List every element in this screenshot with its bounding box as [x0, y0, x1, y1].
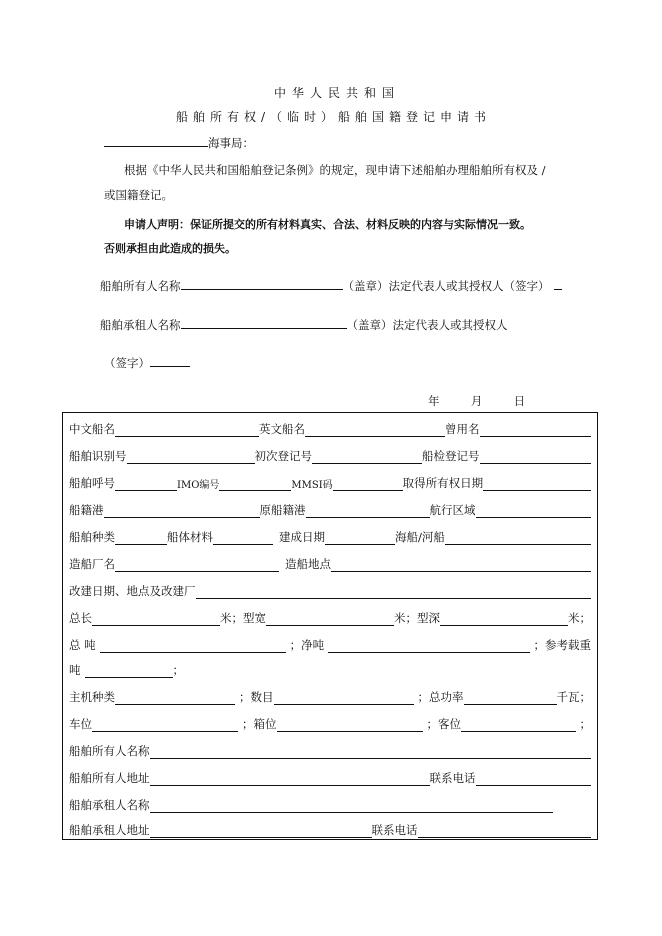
lessee-name-field[interactable] — [150, 800, 554, 813]
depth-label: 米；型深 — [394, 611, 440, 625]
en-name-field[interactable] — [305, 424, 445, 437]
intro-line1: 根据《中华人民共和国船舶登记条例》的规定，现申请下述船舶办理船舶所有权及 / — [124, 163, 546, 177]
berth-field[interactable] — [92, 719, 238, 732]
box-label: ；箱位 — [242, 717, 277, 731]
imo-label: IMO编号 — [177, 480, 220, 491]
form-row-shipyard — [69, 556, 591, 572]
owner-signature-line — [100, 277, 562, 294]
owner-name-field[interactable] — [150, 746, 592, 759]
form-row-engine — [69, 689, 591, 705]
gross-ton-field[interactable] — [100, 640, 286, 653]
port-label: 船籍港 — [69, 503, 104, 517]
form-row-ports — [69, 502, 591, 518]
box-field[interactable] — [277, 719, 423, 732]
total-power-field[interactable] — [464, 692, 557, 705]
intro-line2: 或国籍登记。 — [104, 188, 173, 202]
lessee-name-label: 船舶承租人名称 — [100, 318, 181, 332]
lessee-phone-label: 联系电话 — [371, 823, 418, 837]
lessee-addr-label: 船舶承租人地址 — [69, 823, 150, 837]
depth-unit: 米； — [568, 611, 591, 625]
bureau-name-blank[interactable] — [104, 134, 208, 147]
title-line1: 中华人民共和国 — [274, 86, 401, 100]
form-row-codes — [69, 475, 591, 491]
length-field[interactable] — [92, 613, 220, 626]
ownership-date-label: 取得所有权日期 — [402, 476, 484, 490]
orig-port-label: 原船籍港 — [259, 503, 306, 517]
form-row-owner-name — [69, 743, 591, 759]
inspection-reg-label: 船检登记号 — [422, 449, 480, 463]
width-field[interactable] — [266, 613, 394, 626]
sign-label: （签字） — [104, 356, 150, 370]
shipyard-field[interactable] — [115, 559, 279, 572]
hull-material-field[interactable] — [213, 532, 273, 545]
first-reg-field[interactable] — [312, 451, 422, 464]
length-label: 总长 — [69, 611, 92, 625]
sign-line — [104, 354, 190, 371]
mmsi-label: MMSI码 — [291, 480, 333, 491]
total-power-label: ；总功率 — [417, 690, 464, 704]
former-name-field[interactable] — [480, 424, 592, 437]
build-date-label: 建成日期 — [279, 530, 325, 544]
form-row-lessee-addr — [69, 822, 591, 838]
orig-port-field[interactable] — [306, 505, 430, 518]
ownership-date-field[interactable] — [483, 478, 591, 491]
rebuild-label: 改建日期、地点及改建厂 — [69, 584, 196, 598]
lessee-addr-field[interactable] — [150, 825, 372, 838]
declaration-line1: 申请人声明：保证所提交的所有材料真实、合法、材料反映的内容与实际情况一致。 — [124, 218, 531, 231]
title-line2: 船舶所有权/（临时）船舶国籍登记申请书 — [176, 110, 492, 124]
shipyard-label: 造船厂名 — [69, 557, 115, 571]
owner-name-label-form: 船舶所有人名称 — [69, 744, 150, 758]
gross-ton-label: 总 吨 — [69, 638, 96, 652]
declaration-line2: 否则承担由此造成的损失。 — [104, 242, 236, 255]
month-label: 月 — [470, 394, 483, 408]
first-reg-label: 初次登记号 — [254, 449, 312, 463]
kw-unit: 千瓦； — [556, 690, 591, 704]
net-ton-label: ；净吨 — [289, 638, 325, 652]
build-place-label: 造船地点 — [285, 557, 331, 571]
ship-type-label: 船舶种类 — [69, 530, 115, 544]
rebuild-field[interactable] — [196, 586, 592, 599]
cn-name-field[interactable] — [115, 424, 259, 437]
nav-area-label: 航行区域 — [429, 503, 476, 517]
owner-name-label: 船舶所有人名称 — [100, 279, 181, 293]
build-place-field[interactable] — [331, 559, 591, 572]
ship-type-field[interactable] — [115, 532, 167, 545]
port-field[interactable] — [104, 505, 260, 518]
sea-river-field[interactable] — [445, 532, 591, 545]
hull-material-label: 船体材料 — [167, 530, 213, 544]
form-row-tonnage — [69, 637, 591, 653]
form-row-rebuild — [69, 583, 591, 599]
build-date-field[interactable] — [325, 532, 395, 545]
ship-info-form — [62, 412, 598, 840]
count-label: ；数目 — [239, 690, 274, 704]
depth-field[interactable] — [440, 613, 568, 626]
ship-id-field[interactable] — [127, 451, 255, 464]
seat-label: ；客位 — [426, 717, 461, 731]
cn-name-label: 中文船名 — [69, 422, 115, 436]
lessee-name-blank[interactable] — [181, 316, 347, 329]
inspection-reg-field[interactable] — [480, 451, 592, 464]
bureau-suffix: 海事局： — [208, 136, 254, 150]
owner-addr-label: 船舶所有人地址 — [69, 771, 150, 785]
form-row-dimensions — [69, 610, 591, 626]
engine-type-label: 主机种类 — [69, 690, 115, 704]
form-row-ids — [69, 448, 591, 464]
berth-label: 车位 — [69, 717, 92, 731]
form-row-lessee-name — [69, 797, 553, 813]
en-name-label: 英文船名 — [259, 422, 305, 436]
form-row-names — [69, 421, 591, 437]
sea-river-label: 海船/河船 — [395, 530, 445, 544]
ship-id-label: 船舶识别号 — [69, 449, 127, 463]
day-label: 日 — [513, 394, 526, 408]
ref-load-field[interactable] — [85, 665, 173, 678]
ton-label: 吨 — [69, 663, 81, 677]
call-sign-field[interactable] — [115, 478, 177, 491]
call-sign-label: 船舶呼号 — [69, 476, 115, 490]
owner-seal-label: （盖章）法定代表人或其授权人（签字） — [342, 279, 550, 293]
count-field[interactable] — [274, 692, 414, 705]
owner-sign-blank[interactable] — [554, 277, 562, 290]
ton-semi: ； — [172, 663, 184, 677]
seat-semi: ； — [579, 717, 591, 731]
form-row-load — [69, 662, 591, 678]
mmsi-field[interactable] — [333, 478, 403, 491]
form-row-owner-addr — [69, 770, 591, 786]
year-label: 年 — [428, 394, 440, 408]
engine-type-field[interactable] — [115, 692, 235, 705]
lessee-signature-line — [100, 316, 508, 333]
form-row-capacity — [69, 716, 591, 732]
owner-phone-field[interactable] — [476, 773, 592, 786]
width-label: 米；型宽 — [220, 611, 266, 625]
former-name-label: 曾用名 — [445, 422, 480, 436]
owner-addr-field[interactable] — [150, 773, 430, 786]
date-line — [428, 393, 525, 409]
lessee-seal-label: （盖章）法定代表人或其授权人 — [346, 318, 508, 332]
net-ton-field[interactable] — [328, 640, 529, 653]
lessee-phone-field[interactable] — [418, 825, 592, 838]
lessee-name-label-form: 船舶承租人名称 — [69, 798, 150, 812]
nav-area-field[interactable] — [476, 505, 592, 518]
sign-blank[interactable] — [150, 354, 190, 367]
form-row-type — [69, 529, 591, 545]
owner-phone-label: 联系电话 — [429, 771, 476, 785]
imo-field[interactable] — [219, 478, 291, 491]
owner-name-blank[interactable] — [181, 277, 343, 290]
bureau-line — [104, 134, 254, 151]
ref-load-label: ；参考载重 — [533, 638, 591, 652]
seat-field[interactable] — [461, 719, 576, 732]
